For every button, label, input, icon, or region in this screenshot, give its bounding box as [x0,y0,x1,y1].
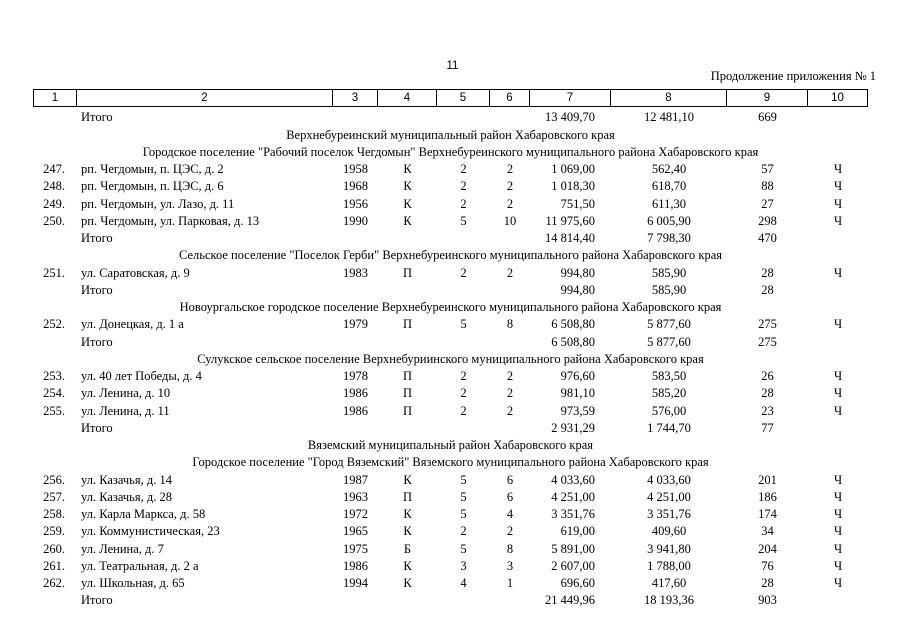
mark-cell: Ч [833,386,843,401]
row-number-cell: 248. [43,179,65,194]
address-cell: ул. 40 лет Победы, д. 4 [81,369,202,384]
entrances-cell: 1 [506,576,514,591]
empty-cell [33,420,77,437]
residential-area-cell: 6 005,90 [647,213,691,228]
empty-cell [437,592,490,609]
total-row [33,230,868,247]
residents-cell: 27 [761,196,774,211]
residents-cell: 26 [761,369,774,384]
entrances-cell: 8 [506,317,514,332]
column-number-header: 7 [530,89,611,107]
column-number-header: 10 [808,89,868,107]
mark-cell: Ч [833,179,843,194]
residents-sum: 275 [758,334,777,349]
empty-cell [437,230,490,247]
total-label: Итого [81,334,113,349]
residential-area-cell: 4 251,00 [647,489,691,504]
section-heading: Сулукское сельское поселение Верхнебуриинского муниципального района Хабаровского края [197,351,704,366]
row-number-cell: 259. [43,524,65,539]
residents-cell: 174 [758,507,777,522]
empty-cell [33,282,77,299]
empty-cell [808,282,868,299]
wall-type-cell: П [402,386,413,401]
total-area-cell: 751,50 [560,196,595,211]
empty-cell [333,420,378,437]
residential-area-cell: 4 033,60 [647,472,691,487]
column-number-header: 8 [611,89,727,107]
housing-table [33,89,868,610]
wall-type-cell: П [402,317,413,332]
entrances-cell: 2 [506,162,514,177]
empty-cell [437,282,490,299]
section-heading: Городское поселение "Город Вяземский" Вяземского муниципального района Хабаровского края [192,455,709,470]
table-row [33,368,868,385]
mark-cell: Ч [833,162,843,177]
residents-cell: 275 [758,317,777,332]
mark-cell: Ч [833,403,843,418]
section-heading: Верхнебуреинский муниципальный район Хабаровского края [286,127,615,142]
column-number-header: 9 [727,89,808,107]
wall-type-cell: П [402,403,413,418]
total-area-cell: 3 351,76 [551,507,595,522]
address-cell: рп. Чегдомын, ул. Лазо, д. 11 [81,196,235,211]
empty-cell [378,282,437,299]
floors-cell: 4 [460,576,467,591]
residents-cell: 23 [761,403,774,418]
empty-cell [490,109,530,126]
entrances-cell: 8 [506,541,514,556]
address-cell: ул. Казачья, д. 14 [81,472,172,487]
residential-area-cell: 3 941,80 [647,541,691,556]
residents-sum: 669 [758,110,777,125]
floors-cell: 5 [460,213,467,228]
residential-area-sum: 18 193,36 [644,593,694,608]
empty-cell [33,592,77,609]
year-cell: 1986 [343,386,368,401]
year-cell: 1972 [343,507,368,522]
residents-cell: 201 [758,472,777,487]
wall-type-cell: К [403,472,412,487]
empty-cell [378,592,437,609]
wall-type-cell: К [403,179,412,194]
residents-cell: 28 [761,386,774,401]
residential-area-cell: 576,00 [651,403,687,418]
year-cell: 1983 [343,265,368,280]
appendix-continuation-note: Продолжение приложения № 1 [710,69,876,83]
total-area-cell: 4 033,60 [551,472,595,487]
floors-cell: 2 [460,196,467,211]
row-number-cell: 258. [43,507,65,522]
residential-area-cell: 585,90 [651,265,687,280]
row-number-cell: 262. [43,576,65,591]
wall-type-cell: К [403,162,412,177]
total-label: Итого [81,231,113,246]
row-number-cell: 249. [43,196,65,211]
section-heading-row [33,437,868,454]
entrances-cell: 2 [506,403,514,418]
wall-type-cell: П [402,265,413,280]
address-cell: ул. Школьная, д. 65 [81,576,185,591]
year-cell: 1987 [343,472,368,487]
entrances-cell: 10 [503,213,517,228]
empty-cell [490,282,530,299]
mark-cell: Ч [833,317,843,332]
wall-type-cell: К [403,558,412,573]
floors-cell: 2 [460,524,467,539]
total-row [33,282,868,299]
empty-cell [490,420,530,437]
empty-cell [333,592,378,609]
address-cell: ул. Коммунистическая, 23 [81,524,220,539]
total-area-sum: 2 931,29 [551,420,595,435]
table-row [33,523,868,540]
year-cell: 1963 [343,489,368,504]
total-row [33,592,868,609]
residents-cell: 88 [761,179,774,194]
total-row [33,420,868,437]
table-row [33,489,868,506]
empty-cell [808,230,868,247]
table-row [33,558,868,575]
total-area-cell: 973,59 [560,403,595,418]
year-cell: 1990 [343,213,368,228]
address-cell: ул. Ленина, д. 7 [81,541,164,556]
entrances-cell: 6 [506,489,514,504]
section-heading-row [33,144,868,161]
empty-cell [437,420,490,437]
empty-cell [808,592,868,609]
residents-cell: 76 [761,558,774,573]
floors-cell: 5 [460,472,467,487]
entrances-cell: 6 [506,472,514,487]
empty-cell [378,109,437,126]
residential-area-sum: 1 744,70 [647,420,691,435]
row-number-cell: 256. [43,472,65,487]
floors-cell: 2 [460,265,467,280]
empty-cell [490,230,530,247]
year-cell: 1986 [343,558,368,573]
empty-cell [437,334,490,351]
section-heading-row [33,351,868,368]
empty-cell [33,230,77,247]
section-heading-row [33,299,868,316]
empty-cell [378,334,437,351]
section-heading: Городское поселение "Рабочий поселок Чегдомын" Верхнебуреинского муниципального района Хабаровского края [142,144,759,159]
residential-area-cell: 3 351,76 [647,507,691,522]
floors-cell: 3 [460,558,467,573]
empty-cell [437,109,490,126]
table-header [33,89,868,107]
mark-cell: Ч [833,507,843,522]
table-body [33,109,868,609]
floors-cell: 5 [460,507,467,522]
wall-type-cell: К [403,196,412,211]
address-cell: рп. Чегдомын, ул. Парковая, д. 13 [81,213,260,228]
mark-cell: Ч [833,265,843,280]
column-number-header: 6 [490,89,530,107]
residents-cell: 298 [758,213,777,228]
residential-area-sum: 7 798,30 [647,231,691,246]
entrances-cell: 4 [506,507,514,522]
address-cell: ул. Карла Маркса, д. 58 [81,507,206,522]
address-cell: ул. Казачья, д. 28 [81,489,172,504]
empty-cell [333,109,378,126]
residential-area-cell: 562,40 [651,162,687,177]
table-row [33,178,868,195]
table-row [33,213,868,230]
row-number-cell: 247. [43,162,65,177]
residential-area-sum: 12 481,10 [644,110,694,125]
row-number-cell: 250. [43,213,65,228]
row-number-cell: 251. [43,265,65,280]
table-row [33,403,868,420]
section-heading-row [33,247,868,264]
column-number-header: 1 [33,89,77,107]
residential-area-cell: 583,50 [651,369,687,384]
address-cell: рп. Чегдомын, п. ЦЭС, д. 6 [81,179,224,194]
empty-cell [808,420,868,437]
table-row [33,575,868,592]
column-number-header: 4 [378,89,437,107]
residential-area-cell: 417,60 [651,576,687,591]
entrances-cell: 3 [506,558,514,573]
table-row [33,265,868,282]
residential-area-sum: 5 877,60 [647,334,691,349]
entrances-cell: 2 [506,369,514,384]
year-cell: 1956 [343,196,368,211]
address-cell: ул. Донецкая, д. 1 а [81,317,184,332]
year-cell: 1986 [343,403,368,418]
total-row [33,334,868,351]
mark-cell: Ч [833,541,843,556]
section-heading-row [33,454,868,471]
mark-cell: Ч [833,558,843,573]
floors-cell: 2 [460,162,467,177]
residents-sum: 903 [758,593,777,608]
table-row [33,506,868,523]
empty-cell [333,334,378,351]
entrances-cell: 2 [506,265,514,280]
total-area-cell: 1 069,00 [551,162,595,177]
total-area-sum: 14 814,40 [545,231,595,246]
residents-sum: 77 [761,420,774,435]
address-cell: ул. Ленина, д. 11 [81,403,170,418]
row-number-cell: 253. [43,369,65,384]
floors-cell: 5 [460,541,467,556]
table-row [33,316,868,333]
mark-cell: Ч [833,213,843,228]
section-heading: Новоургальское городское поселение Верхнебуреинского муниципального района Хабаровского края [179,300,722,315]
residential-area-cell: 618,70 [651,179,687,194]
empty-cell [490,592,530,609]
entrances-cell: 2 [506,196,514,211]
floors-cell: 2 [460,386,467,401]
address-cell: ул. Саратовская, д. 9 [81,265,190,280]
row-number-cell: 255. [43,403,65,418]
total-label: Итого [81,593,113,608]
residential-area-cell: 611,30 [652,196,686,211]
total-area-sum: 21 449,96 [545,593,595,608]
residents-sum: 28 [761,282,774,297]
page-number: 11 [446,60,459,72]
total-area-cell: 2 607,00 [551,558,595,573]
empty-cell [333,282,378,299]
total-area-sum: 994,80 [560,282,595,297]
table-row [33,541,868,558]
column-number-header: 5 [437,89,490,107]
mark-cell: Ч [833,472,843,487]
total-area-cell: 976,60 [560,369,595,384]
total-label: Итого [81,110,113,125]
total-area-cell: 5 891,00 [551,541,595,556]
empty-cell [808,334,868,351]
wall-type-cell: К [403,213,412,228]
year-cell: 1994 [343,576,368,591]
year-cell: 1975 [343,541,368,556]
row-number-cell: 252. [43,317,65,332]
mark-cell: Ч [833,196,843,211]
year-cell: 1979 [343,317,368,332]
wall-type-cell: Б [403,541,412,556]
row-number-cell: 257. [43,489,65,504]
address-cell: ул. Ленина, д. 10 [81,386,171,401]
mark-cell: Ч [833,369,843,384]
residents-cell: 57 [761,162,774,177]
total-row [33,109,868,126]
floors-cell: 2 [460,403,467,418]
column-number-header: 2 [77,89,333,107]
empty-cell [33,109,77,126]
section-heading: Вяземский муниципальный район Хабаровского края [307,438,594,453]
row-number-cell: 254. [43,386,65,401]
residential-area-cell: 585,20 [651,386,687,401]
total-area-cell: 6 508,80 [551,317,595,332]
total-area-cell: 981,10 [560,386,595,401]
wall-type-cell: П [402,489,413,504]
table-row [33,161,868,178]
row-number-cell: 260. [43,541,65,556]
total-label: Итого [81,282,113,297]
year-cell: 1958 [343,162,368,177]
residents-cell: 186 [758,489,777,504]
total-area-cell: 1 018,30 [551,179,595,194]
section-heading: Сельское поселение "Поселок Герби" Верхнебуреинского муниципального района Хабаровского края [178,248,722,263]
total-area-cell: 994,80 [560,265,595,280]
empty-cell [33,334,77,351]
year-cell: 1965 [343,524,368,539]
residents-cell: 28 [761,576,774,591]
residents-cell: 34 [761,524,774,539]
table-row [33,472,868,489]
wall-type-cell: К [403,576,412,591]
empty-cell [808,109,868,126]
floors-cell: 5 [460,489,467,504]
address-cell: рп. Чегдомын, п. ЦЭС, д. 2 [81,162,224,177]
floors-cell: 2 [460,179,467,194]
empty-cell [378,420,437,437]
total-area-cell: 619,00 [560,524,595,539]
entrances-cell: 2 [506,524,514,539]
entrances-cell: 2 [506,179,514,194]
total-area-cell: 4 251,00 [551,489,595,504]
entrances-cell: 2 [506,386,514,401]
wall-type-cell: П [402,369,413,384]
mark-cell: Ч [833,576,843,591]
section-heading-row [33,127,868,144]
residents-cell: 28 [761,265,774,280]
residents-cell: 204 [758,541,777,556]
residents-sum: 470 [758,231,777,246]
wall-type-cell: К [403,507,412,522]
table-row [33,196,868,213]
empty-cell [333,230,378,247]
total-area-cell: 696,60 [560,576,595,591]
mark-cell: Ч [833,524,843,539]
total-label: Итого [81,420,113,435]
total-area-cell: 11 975,60 [545,213,595,228]
wall-type-cell: К [403,524,412,539]
total-area-sum: 6 508,80 [551,334,595,349]
column-number-header: 3 [333,89,378,107]
residential-area-cell: 5 877,60 [647,317,691,332]
year-cell: 1978 [343,369,368,384]
floors-cell: 2 [460,369,467,384]
empty-cell [378,230,437,247]
year-cell: 1968 [343,179,368,194]
table-row [33,385,868,402]
address-cell: ул. Театральная, д. 2 а [81,558,199,573]
total-area-sum: 13 409,70 [545,110,595,125]
row-number-cell: 261. [43,558,65,573]
residential-area-cell: 1 788,00 [647,558,691,573]
empty-cell [490,334,530,351]
residential-area-sum: 585,90 [651,282,687,297]
residential-area-cell: 409,60 [651,524,687,539]
floors-cell: 5 [460,317,467,332]
mark-cell: Ч [833,489,843,504]
